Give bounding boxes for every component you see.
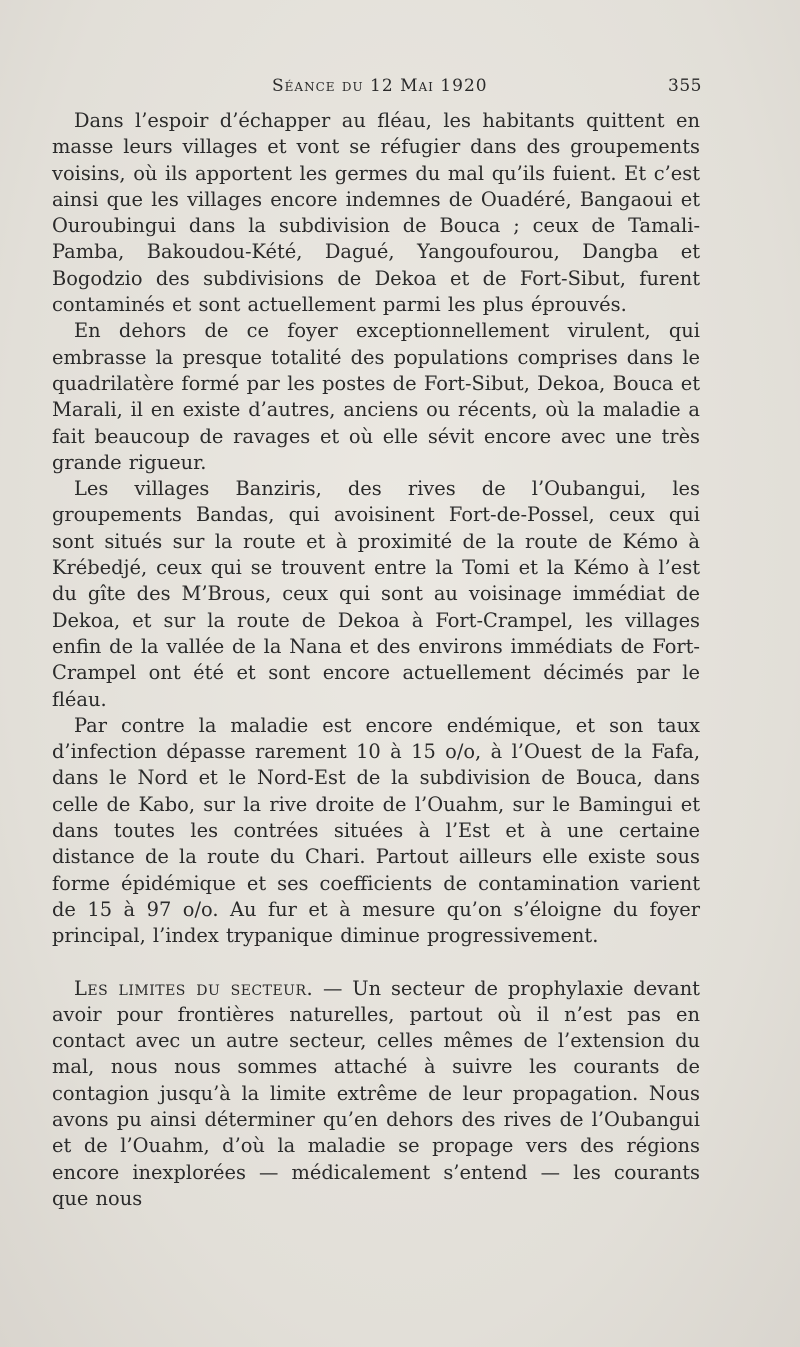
section-heading: Les limites du secteur. bbox=[74, 976, 314, 1000]
page-number: 355 bbox=[668, 76, 702, 96]
paragraph: En dehors de ce foyer exceptionnellement virulent, qui embrasse la presque totalité des populations comprises dans le quadrilatère formé par les postes de Fort-Sibut, Dekoa, Bouca et Marali, il en existe d’autres, anciens ou récents, où la maladie a fait beaucoup de ravages et où elle sévit encore avec une très grande rigueur. bbox=[52, 319, 700, 474]
section-paragraph bbox=[52, 976, 700, 1213]
paragraph: Dans l’espoir d’échapper au fléau, les habitants quittent en masse leurs villages et vont se réfugier dans des groupements voisins, où ils apportent les germes du mal qu’ils fuient. Et c’est ainsi que les villages encore indemnes de Ouadéré, Bangaoui et Ouroubingui dans la subdivision de Bouca ; ceux de Tamali-Pamba, Bakoudou-Kété, Dagué, Yangoufourou, Dangba et Bogodzio des subdivisions de Dekoa et de Fort-Sibut, furent contaminés et sont actuellement parmi les plus éprouvés. bbox=[52, 109, 700, 317]
paragraph: Par contre la maladie est encore endémique, et son taux d’infection dépasse rarement 10 à 15 o/o, à l’Ouest de la Fafa, dans le Nord et le Nord-Est de la subdivision de Bouca, dans celle de Kabo, sur la rive droite de l’Ouahm, sur le Bamingui et dans toutes les contrées situées à l’Est et à une certaine distance de la route du Chari. Partout ailleurs elle existe sous forme épidémique et ses coefficients de contamination varient de 15 à 97 o/o. Au fur et à mesure qu’on s’éloigne du foyer principal, l’index trypanique diminue progressivement. bbox=[52, 713, 700, 948]
running-title: Séance du 12 Mai 1920 bbox=[272, 76, 488, 96]
section-text: — Un secteur de prophylaxie devant avoir pour frontières naturelles, partout où il n’est pas en contact avec un autre secteur, celles mêmes de l’extension du mal, nous nous sommes attaché à suivre les courants de contagion jusqu’à la limite extrême de leur propagation. Nous avons pu ainsi déterminer qu’en dehors des rives de l’Oubangui et de l’Ouahm, d’où la maladie se propage vers des régions encore inexplorées — médicalement s’entend — les courants que nous bbox=[52, 976, 700, 1210]
paragraph: Les villages Banziris, des rives de l’Oubangui, les groupements Bandas, qui avoisinent Fort-de-Possel, ceux qui sont situés sur la route et à proximité de la route de Kémo à Krébedjé, ceux qui se trouvent entre la Tomi et la Kémo à l’est du gîte des M’Brous, ceux qui sont au voisinage immédiat de Dekoa, et sur la route de Dekoa à Fort-Crampel, les villages enfin de la vallée de la Nana et des environs immédiats de Fort-Crampel ont été et sont encore actuellement décimés par le fléau. bbox=[52, 477, 700, 711]
page-header bbox=[0, 76, 800, 102]
body-text bbox=[52, 108, 700, 1212]
